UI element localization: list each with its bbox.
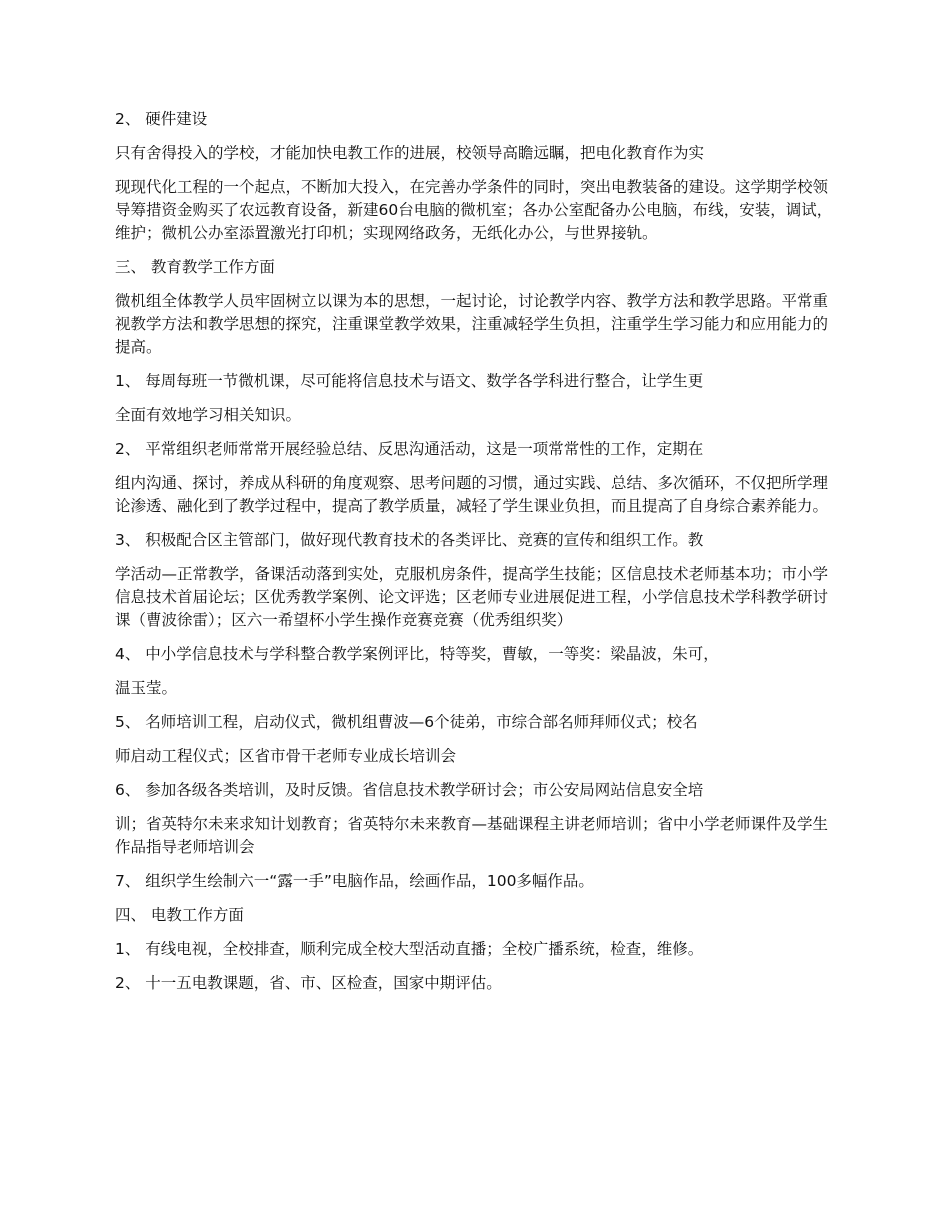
list-item-6-continuation: 训；省英特尔未来求知计划教育；省英特尔未来教育—基础课程主讲老师培训；省中小学老师课件及学生作品指导老师培训会 (115, 815, 829, 856)
list-item-2-first-line: 2、 平常组织老师常常开展经验总结、反思沟通活动，这是一项常常性的工作，定期在 (115, 440, 704, 458)
paragraph-hardware-first-line: 只有舍得投入的学校，才能加快电教工作的进展，校领导高瞻远瞩，把电化教育作为实 (115, 144, 705, 162)
list-item-4-continuation: 温玉莹。 (115, 679, 178, 697)
paragraph-hardware-continuation: 现现代化工程的一个起点，不断加大投入，在完善办学条件的同时，突出电教装备的建设。这学期学校领导筹措资金购买了农远教育设备，新建60台电脑的微机室；各办公室配备办公电脑，布线，安装，调试，维护；微机公办室添置激光打印机；实现网络政务，无纸化办公，与世界接轨。 (115, 178, 833, 242)
list-item-5-continuation: 师启动工程仪式；区省市骨干老师专业成长培训会 (115, 747, 457, 765)
section-heading-teaching: 三、 教育教学工作方面 (115, 258, 275, 276)
paragraph-teaching: 微机组全体教学人员牢固树立以课为本的思想，一起讨论，讨论教学内容、教学方法和教学思路。平常重视教学方法和教学思想的探究，注重课堂教学效果，注重减轻学生负担，注重学生学习能力和应用能力的提高。 (115, 292, 829, 356)
document-body (115, 108, 835, 1006)
list-item-2-continuation: 组内沟通、探讨，养成从科研的角度观察、思考问题的习惯，通过实践、总结、多次循环，不仅把所学理论渗透、融化到了教学过程中，提高了教学质量，减轻了学生课业负担，而且提高了自身综合素养能力。 (115, 474, 829, 515)
list-item-5-first-line: 5、 名师培训工程，启动仪式，微机组曹波—6个徒弟，市综合部名师拜师仪式；校名 (115, 713, 698, 731)
list-item-6-first-line: 6、 参加各级各类培训，及时反馈。省信息技术教学研讨会；市公安局网站信息安全培 (115, 781, 704, 799)
list-item-1-continuation: 全面有效地学习相关知识。 (115, 406, 302, 424)
av-item-2: 2、 十一五电教课题，省、市、区检查，国家中期评估。 (115, 974, 502, 992)
list-item-7: 7、 组织学生绘制六一“露一手”电脑作品，绘画作品，100多幅作品。 (115, 872, 594, 890)
section-heading-hardware: 2、 硬件建设 (115, 110, 208, 128)
list-item-3-first-line: 3、 积极配合区主管部门，做好现代教育技术的各类评比、竞赛的宣传和组织工作。教 (115, 531, 704, 549)
list-item-1-first-line: 1、 每周每班一节微机课，尽可能将信息技术与语文、数学各学科进行整合，让学生更 (115, 372, 704, 390)
av-item-1: 1、 有线电视，全校排查，顺利完成全校大型活动直播；全校广播系统，检查，维修。 (115, 940, 704, 958)
list-item-4-first-line: 4、 中小学信息技术与学科整合教学案例评比，特等奖，曹敏，一等奖：梁晶波，朱可， (115, 645, 719, 663)
section-heading-av-work: 四、 电教工作方面 (115, 906, 244, 924)
list-item-3-continuation: 学活动—正常教学，备课活动落到实处，克服机房条件，提高学生技能；区信息技术老师基本功；市小学信息技术首届论坛；区优秀教学案例、论文评选；区老师专业进展促进工程，小学信息技术学科教学研讨课（曹波徐雷）；区六一希望杯小学生操作竞赛竞赛（优秀组织奖） (115, 565, 829, 629)
